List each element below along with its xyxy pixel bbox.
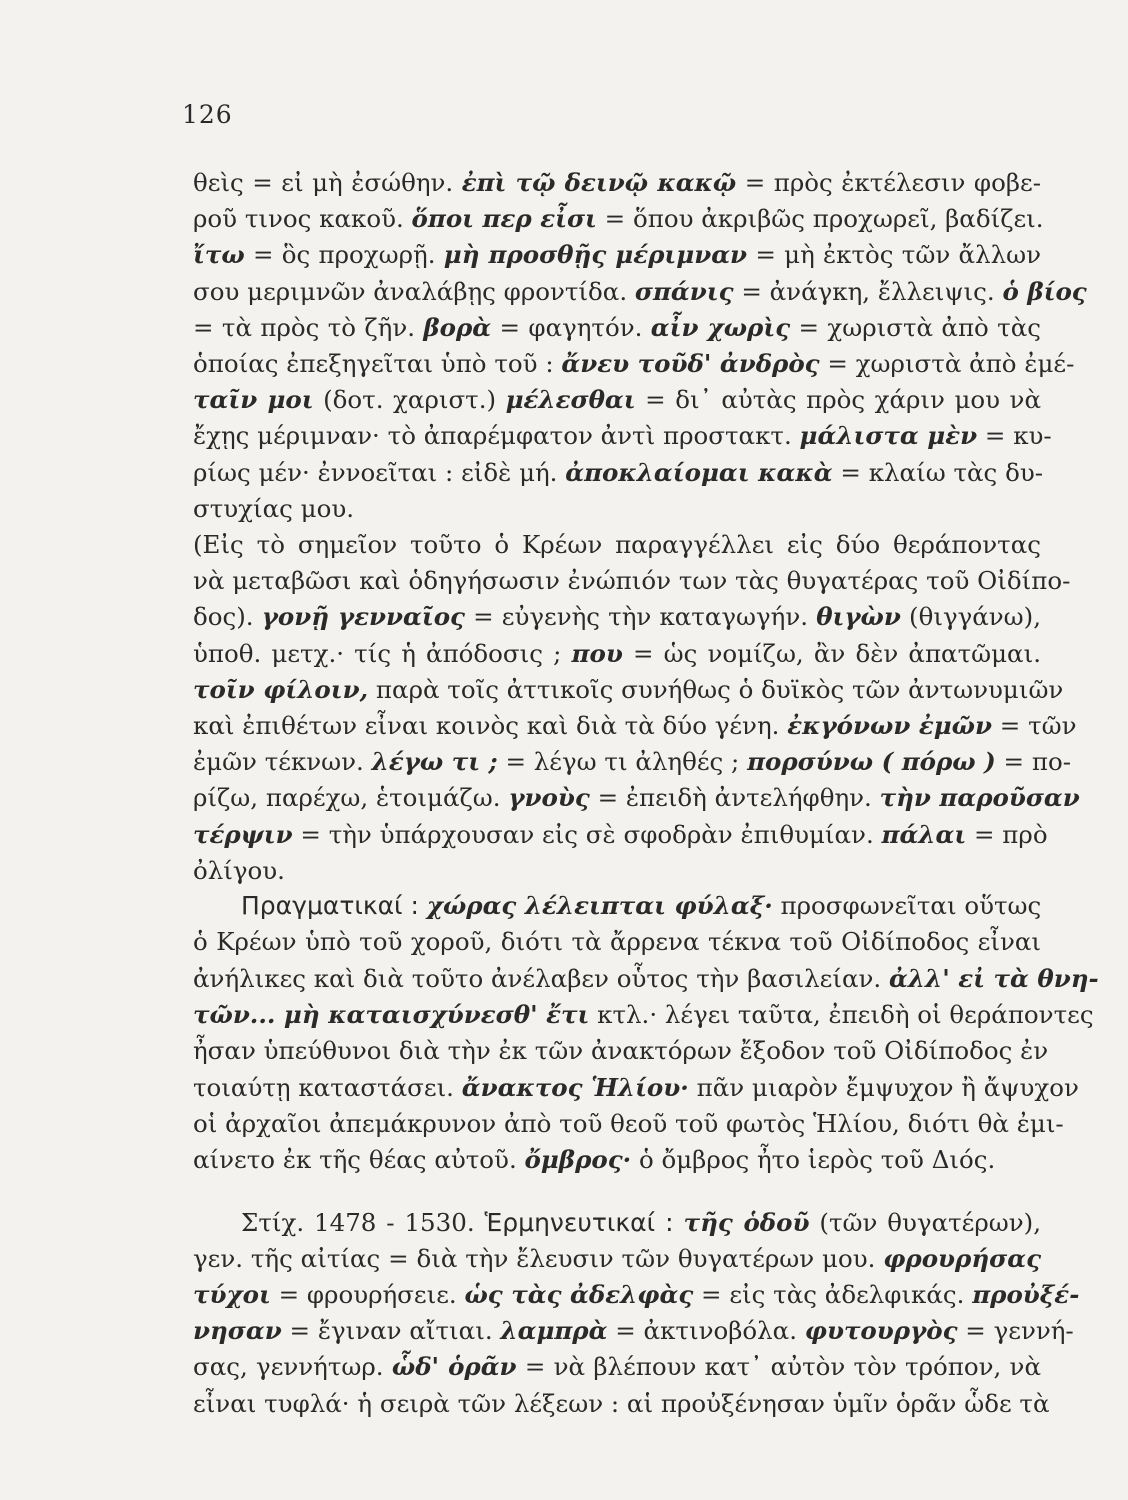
text-span: = ἀκτινοβόλα.: [607, 1316, 805, 1346]
text-span: νὰ μεταβῶσι καὶ ὁδηγήσωσιν ἐνώπιόν των τὰς θυγατέρας τοῦ Οἰδίπο-: [193, 566, 1071, 596]
text-span: παρὰ τοῖς ἀττικοῖς συνήθως ὁ δυϊκὸς τῶν ἀντωνυμιῶν: [368, 674, 1064, 704]
text-span: ὑποθ. μετχ.· τίς ἡ ἀπόδοσις ;: [193, 638, 572, 668]
text-line: [193, 346, 1075, 382]
text-line: [193, 924, 1041, 960]
text-line: [193, 1033, 1049, 1069]
text-line: [193, 1349, 1041, 1385]
text-line: [193, 672, 1064, 708]
lemma-term: ἀποκλαίομαι κακὰ: [565, 457, 833, 487]
text-span: = γεννή-: [957, 1316, 1074, 1346]
lemma-term: τοῖν φίλοιν,: [193, 674, 369, 704]
lemma-term: φυτουργὸς: [804, 1316, 958, 1346]
lemma-term: ἐπὶ τῷ δεινῷ κακῷ: [461, 168, 737, 197]
lemma-term: νησαν: [193, 1316, 282, 1346]
text-span: = χωριστὰ ἀπὸ τὰς: [790, 312, 1041, 342]
text-line: [193, 780, 1080, 816]
text-span: = εἰς τὰς ἀδελφικάς.: [693, 1280, 973, 1310]
text-span: καὶ ἐπιθέτων εἶναι κοινὸς καὶ διὰ τὰ δύο γένη.: [193, 711, 788, 740]
text-span: ρίζω, παρέχω, ἑτοιμάζω.: [193, 783, 509, 813]
section-label: Πραγματικαί :: [241, 891, 427, 920]
text-line: [241, 888, 1041, 924]
lemma-term: ἀλλ' εἰ τὰ θνη-: [889, 963, 1099, 993]
text-span: (Εἰς τὸ σημεῖον τοῦτο ὁ Κρέων παραγγέλλει εἰς δύο θεράποντας: [193, 530, 1041, 559]
text-line: [193, 455, 1041, 491]
lemma-term: βορὰ: [423, 312, 492, 342]
text-line: [193, 527, 1041, 563]
text-line: [193, 1070, 1079, 1106]
text-span: = μὴ ἐκτὸς τῶν ἄλλων: [747, 240, 1041, 270]
lemma-term: ἄνευ τοῦδ' ἀνδρὸς: [561, 349, 820, 378]
text-line: [193, 1142, 1041, 1178]
text-line: [193, 418, 1052, 454]
text-span: = χωριστὰ ἀπὸ ἐμέ-: [819, 349, 1075, 378]
lemma-term: αἶν χωρὶς: [650, 312, 791, 342]
lemma-term: μέλεσθαι: [505, 385, 636, 415]
page-number: 126: [182, 100, 233, 129]
text-line: [193, 599, 1041, 635]
text-span: σου μεριμνῶν ἀναλάβῃς φροντίδα.: [193, 276, 635, 306]
text-span: = εὐγενὴς τὴν καταγωγήν.: [464, 602, 817, 632]
text-span: = κυ-: [977, 421, 1052, 451]
text-span: αίνετο ἐκ τῆς θέας αὐτοῦ.: [193, 1145, 525, 1175]
section-label: Ἑρμηνευτικαί :: [484, 1208, 684, 1237]
text-span: = τὴν ὑπάρχουσαν εἰς σὲ σφοδρὰν ἐπιθυμίαν.: [292, 819, 882, 849]
text-line: [193, 817, 1048, 853]
text-span: εἶναι τυφλά· ἡ σειρὰ τῶν λέξεων : αἱ προὐξένησαν ὑμῖν ὁρᾶν ὧδε τὰ: [193, 1388, 1050, 1418]
text-line: [193, 165, 1041, 201]
text-span: = ὅπου ἀκριβῶς προχωρεῖ, βαδίζει.: [596, 204, 1044, 234]
text-line: [193, 1313, 1074, 1349]
text-line: [193, 853, 1041, 889]
lemma-term: χώρας λέλειπται φύλαξ·: [426, 891, 773, 920]
text-span: (τῶν θυγατέρων),: [809, 1208, 1041, 1237]
text-span: σας, γεννήτωρ.: [193, 1352, 392, 1382]
text-line: [193, 310, 1041, 346]
text-span: = ἔγιναν αἴτιαι.: [281, 1316, 501, 1346]
lemma-term: ὅποι περ εἶσι: [411, 204, 597, 234]
text-span: = πο-: [995, 747, 1071, 777]
text-span: = λέγω τι ἀληθές ;: [497, 747, 748, 777]
text-line: [193, 491, 1041, 527]
text-line: [193, 961, 1099, 997]
text-span: ροῦ τινος κακοῦ.: [193, 204, 412, 234]
text-span: στυχίας μου.: [193, 493, 355, 523]
text-span: Στίχ. 1478 - 1530.: [241, 1208, 485, 1237]
text-span: ἦσαν ὑπεύθυνοι διὰ τὴν ἐκ τῶν ἀνακτόρων ἔξοδον τοῦ Οἰδίποδος ἐν: [193, 1036, 1049, 1066]
text-span: (δοτ. χαριστ.): [313, 385, 506, 415]
lemma-term: τῶν... μὴ καταισχύνεσθ' ἔτι: [193, 999, 590, 1029]
text-span: πᾶν μιαρὸν ἔμψυχον ἢ ἄψυχον: [688, 1072, 1079, 1102]
text-span: ὀλίγου.: [193, 855, 285, 885]
lemma-term: μὴ προσθῇς μέριμναν: [443, 240, 748, 270]
text-span: = τὰ πρὸς τὸ ζῆν.: [193, 312, 424, 342]
text-span: = ὡς νομίζω, ἂν δὲν ἀπατῶμαι.: [622, 638, 1041, 668]
text-span: = κλαίω τὰς δυ-: [832, 457, 1043, 487]
text-span: ἔχῃς μέριμναν· τὸ ἀπαρέμφατον ἀντὶ προστακτ.: [193, 421, 800, 451]
text-span: (θιγγάνω),: [900, 602, 1042, 632]
text-line: [241, 1205, 1041, 1241]
text-span: θεὶς = εἰ μὴ ἐσώθην.: [193, 168, 462, 197]
text-span: ἀνήλικες καὶ διὰ τοῦτο ἀνέλαβεν οὗτος τὴν βασιλείαν.: [193, 963, 889, 993]
text-line: [193, 237, 1041, 273]
lemma-term: ὁ βίος: [1002, 276, 1087, 306]
lemma-term: ὡς τὰς ἀδελφὰς: [464, 1280, 694, 1310]
text-line: [193, 708, 1077, 744]
text-line: [193, 274, 1087, 310]
text-span: δος).: [193, 602, 262, 632]
lemma-term: ταῖν μοι: [193, 385, 314, 415]
text-line: [193, 1241, 1041, 1277]
text-line: [193, 744, 1071, 780]
text-span: = νὰ βλέπουν κατ᾽ αὐτὸν τὸν τρόπον, νὰ: [516, 1352, 1041, 1382]
text-span: = πρὸ: [966, 819, 1048, 849]
text-span: = ὃς προχωρῇ.: [244, 240, 444, 270]
text-span: = φαγητόν.: [491, 312, 651, 342]
lemma-term: ἴτω: [193, 240, 245, 270]
text-line: [193, 997, 1094, 1033]
text-span: = πρὸς ἐκτέλεσιν φοβε-: [736, 168, 1041, 197]
lemma-term: θιγὼν: [816, 602, 901, 632]
lemma-term: προὐξέ-: [972, 1280, 1080, 1310]
text-span: = ἐπειδὴ ἀντελήφθην.: [589, 783, 880, 813]
text-span: ρίως μέν· ἐννοεῖται : εἰδὲ μή.: [193, 457, 566, 487]
text-line: [193, 1277, 1080, 1313]
lemma-term: γονῇ γενναῖος: [261, 602, 465, 632]
text-span: ὁποίας ἐπεξηγεῖται ὑπὸ τοῦ :: [193, 349, 562, 378]
text-span: = τῶν: [992, 711, 1077, 740]
text-span: κτλ.· λέγει ταῦτα, ἐπειδὴ οἱ θεράποντες: [589, 999, 1094, 1029]
lemma-term: πορσύνω ( πόρω ): [747, 747, 996, 777]
lemma-term: τῆς ὁδοῦ: [683, 1208, 810, 1237]
lemma-term: λαμπρὰ: [500, 1316, 608, 1346]
text-span: προσφωνεῖται οὕτως: [772, 891, 1042, 920]
lemma-term: γνοὺς: [508, 783, 590, 813]
text-line: [193, 201, 1044, 237]
text-span: ἐμῶν τέκνων.: [193, 747, 372, 777]
lemma-term: ἄνακτος Ἡλίου·: [461, 1072, 689, 1102]
text-line: [193, 636, 1041, 672]
text-span: = ἀνάγκη, ἔλλειψις.: [733, 276, 1003, 306]
text-line: [193, 563, 1071, 599]
lemma-term: μάλιστα μὲν: [799, 421, 978, 451]
text-line: [193, 1106, 1064, 1142]
text-span: οἱ ἀρχαῖοι ἀπεμάκρυνον ἀπὸ τοῦ θεοῦ τοῦ φωτὸς Ἡλίου, διότι θὰ ἐμι-: [193, 1108, 1064, 1138]
text-line: [193, 382, 1041, 418]
lemma-term: πάλαι: [881, 819, 967, 849]
text-span: = δι᾽ αὐτὰς πρὸς χάριν μου νὰ: [635, 385, 1041, 415]
text-span: τοιαύτῃ καταστάσει.: [193, 1072, 462, 1102]
text-line: [193, 1386, 1050, 1422]
lemma-term: τέρψιν: [193, 819, 293, 849]
text-span: ὁ Κρέων ὑπὸ τοῦ χοροῦ, διότι τὰ ἄρρενα τέκνα τοῦ Οἰδίποδος εἶναι: [193, 927, 1041, 957]
lemma-term: σπάνις: [634, 276, 734, 306]
lemma-term: φρουρήσας: [883, 1244, 1041, 1274]
lemma-term: ὄμβρος·: [524, 1145, 632, 1175]
lemma-term: τὴν παροῦσαν: [879, 783, 1080, 813]
text-span: γεν. τῆς αἰτίας = διὰ τὴν ἔλευσιν τῶν θυγατέρων μου.: [193, 1244, 884, 1274]
lemma-term: λέγω τι ;: [371, 747, 498, 777]
lemma-term: τύχοι: [193, 1280, 271, 1310]
text-span: = φρουρήσειε.: [270, 1280, 465, 1310]
lemma-term: ἐκγόνων ἐμῶν: [787, 711, 992, 740]
text-span: ὁ ὄμβρος ἦτο ἱερὸς τοῦ Διός.: [631, 1145, 996, 1175]
lemma-term: που: [571, 638, 623, 668]
lemma-term: ὧδ' ὁρᾶν: [391, 1352, 517, 1382]
